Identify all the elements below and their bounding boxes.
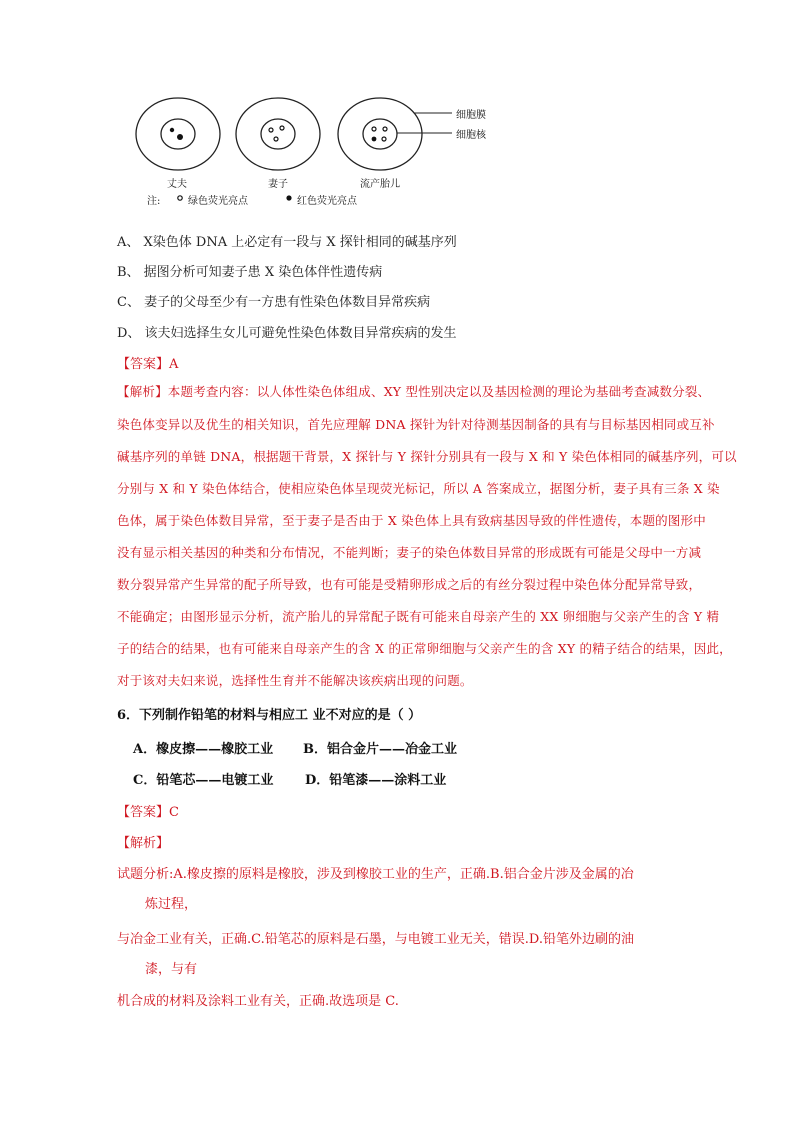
q5-option-a: A、 X染色体 DNA 上必定有一段与 X 探针相同的碱基序列 (117, 235, 457, 250)
explanation-line: 子的结合的结果，也有可能来自母亲产生的含 X 的正常卵细胞与父亲产生的含 XY 的精子结合的结果，因此， (117, 641, 732, 656)
analysis-line: 漆，与有 (145, 962, 198, 977)
explanation-line: 不能确定；由图形显示分析，流产胎儿的异常配子既有可能来自母亲产生的 XX 卵细胞与父亲产生的含 Y 精 (117, 609, 720, 624)
explanation-line: 碱基序列的单链 DNA，根据题干背景，X 探针与 Y 探针分别具有一段与 X 和 Y 染色体相同的碱基序列，可以 (117, 449, 737, 464)
cell2-label: 妻子 (268, 179, 288, 190)
cell3-label: 流产胎儿 (360, 179, 400, 190)
q6-option-b: B．铝合金片——冶金工业 (303, 742, 457, 757)
q5-option-d: D、 该夫妇选择生女儿可避免性染色体数目异常疾病的发生 (117, 326, 457, 341)
label-membrane: 细胞膜 (456, 110, 486, 121)
analysis-line: 与冶金工业有关，正确.C.铅笔芯的原料是石墨，与电镀工业无关，错误.D.铅笔外边刷的油 (117, 932, 634, 947)
analysis-line: 试题分析:A.橡皮擦的原料是橡胶，涉及到橡胶工业的生产，正确.B.铝合金片涉及金属的冶 (117, 867, 634, 882)
q6-answer: 【答案】C (117, 805, 179, 820)
q5-option-b: B、 据图分析可知妻子患 X 染色体伴性遗传病 (117, 265, 383, 280)
cell3-membrane (338, 98, 422, 170)
note-green: 绿色荧光亮点 (188, 196, 248, 207)
q6-option-c: C．铅笔芯——电镀工业 (133, 773, 274, 788)
q6-stem: 6．下列制作铅笔的材料与相应工 业不对应的是（ ） (117, 708, 422, 723)
explanation-line: 分别与 X 和 Y 染色体结合，使相应染色体呈现荧光标记，所以 A 答案成立，据图分析，妻子具有三条 X 染 (117, 481, 720, 496)
analysis-line: 机合成的材料及涂料工业有关，正确.故选项是 C. (117, 994, 399, 1009)
note-red: 红色荧光亮点 (297, 196, 357, 207)
cell1-dot (177, 134, 183, 140)
q6-option-a: A．橡皮擦——橡胶工业 (133, 742, 274, 757)
explanation-line: 【解析】本题考查内容：以人体性染色体组成、XY 型性别决定以及基因检测的理论为基础考查减数分裂、 (117, 384, 711, 399)
cell1-nucleus (161, 119, 195, 149)
cell3-nucleus (363, 119, 397, 149)
explanation-line: 染色体变异以及优生的相关知识，首先应理解 DNA 探针为针对待测基因制备的具有与目标基因相同或互补 (117, 417, 715, 432)
analysis-line: 炼过程， (145, 897, 198, 912)
explanation-line: 对于该对夫妇来说，选择性生育并不能解决该疾病出现的问题。 (117, 673, 473, 688)
label-nucleus: 细胞核 (456, 130, 486, 141)
cell2-membrane (236, 98, 320, 170)
q6-option-d: D．铅笔漆——涂料工业 (305, 773, 447, 788)
q5-answer: 【答案】A (117, 357, 179, 372)
note-prefix: 注: (147, 196, 161, 207)
q6-analysis-label: 【解析】 (117, 836, 170, 851)
cell2-nucleus (261, 119, 295, 149)
cell1-dot (170, 128, 174, 132)
q5-option-c: C、 妻子的父母至少有一方患有性染色体数目异常疾病 (117, 295, 431, 310)
explanation-line: 色体，属于染色体数目异常，至于妻子是否由于 X 染色体上具有致病基因导致的伴性遗传，本题的图形中 (117, 513, 706, 528)
cell1-membrane (136, 98, 220, 170)
explanation-line: 数分裂异常产生异常的配子所导致，也有可能是受精卵形成之后的有丝分裂过程中染色体分配异常导致， (117, 577, 702, 592)
fluorescence-figure (130, 95, 510, 215)
explanation-line: 没有显示相关基因的种类和分布情况，不能判断；妻子的染色体数目异常的形成既有可能是父母中一方减 (117, 545, 702, 560)
cell1-label: 丈夫 (167, 179, 187, 190)
